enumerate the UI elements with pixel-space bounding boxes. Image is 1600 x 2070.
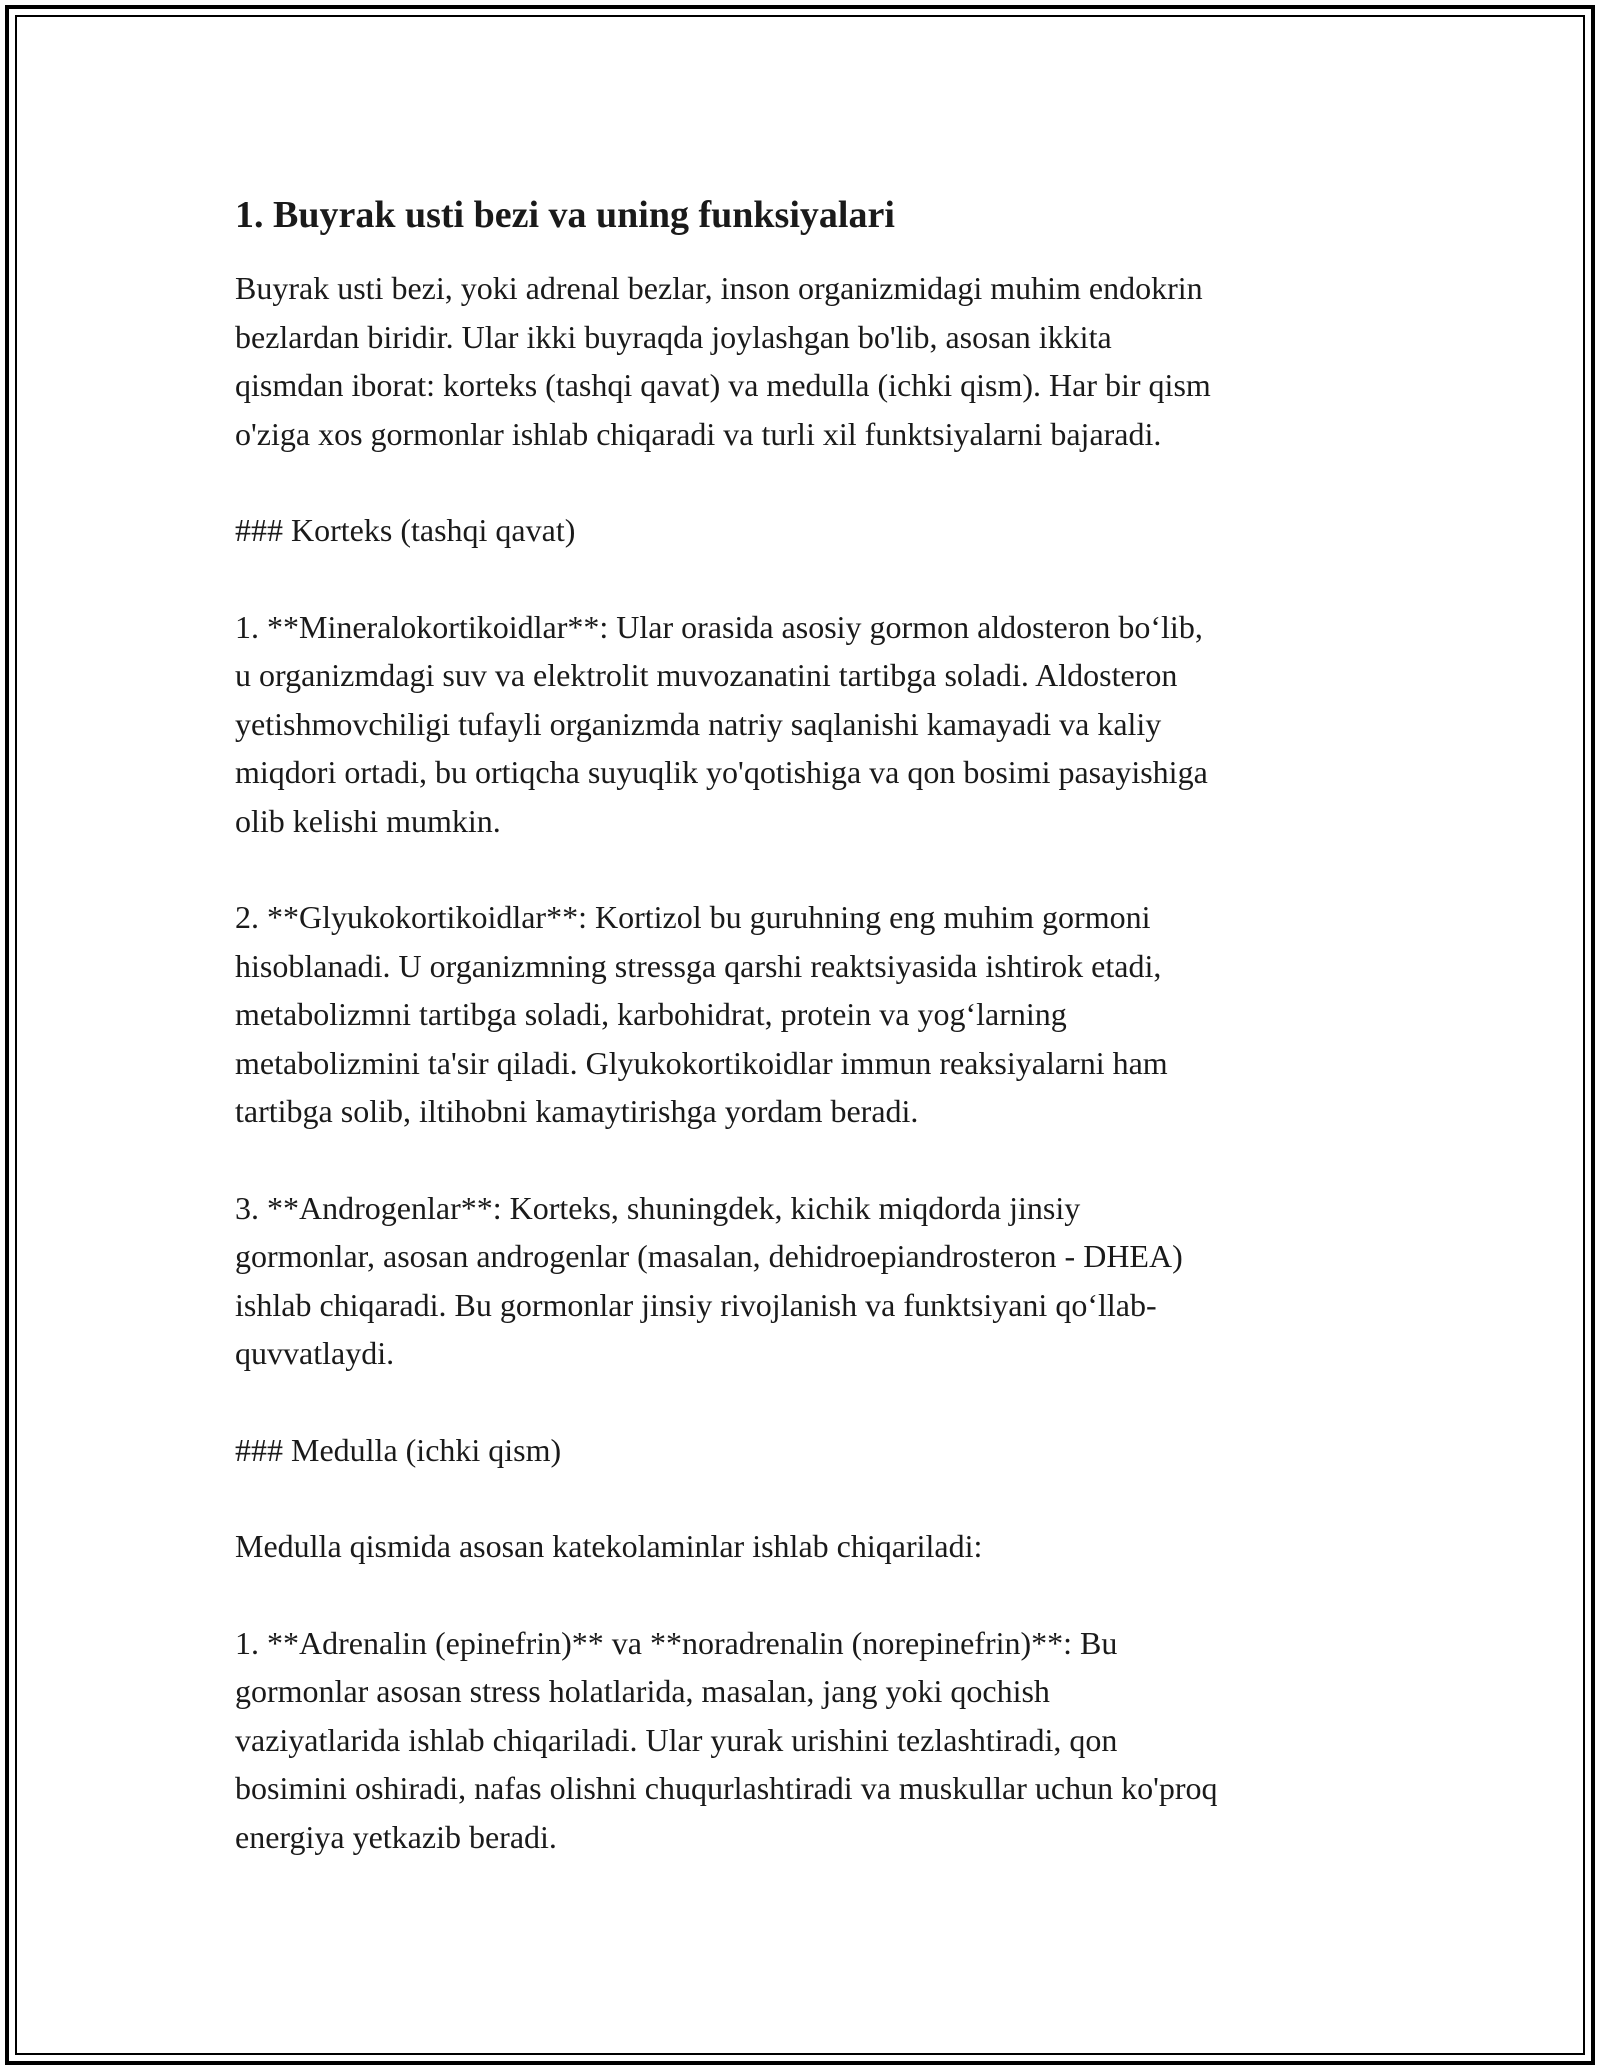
paragraph-medulla-intro: Medulla qismida asosan katekolaminlar ishlab chiqariladi:: [235, 1528, 983, 1564]
paragraph-intro: Buyrak usti bezi, yoki adrenal bezlar, inson organizmidagi muhim endokrin bezlardan biridir. Ular ikki buyraqda joylashgan bo'lib, asosan ikkita qismdan iborat: korteks (tashqi qavat) va medulla (ichki qism). Har bir qism o'ziga xos gormonlar ishlab chiqaradi va turli xil funktsiyalarni bajaradi.: [235, 270, 1211, 452]
paragraph-androgenlar: 3. **Androgenlar**: Korteks, shuningdek, kichik miqdorda jinsiy gormonlar, asosan androgenlar (masalan, dehidroepiandrosteron - DHEA) ishlab chiqaradi. Bu gormonlar jinsiy rivojlanish va funktsiyani qo‘llab- quvvatlaydi.: [235, 1189, 1183, 1371]
document-body: [235, 186, 1385, 1909]
paragraph-adrenalin: 1. **Adrenalin (epinefrin)** va **noradrenalin (norepinefrin)**: Bu gormonlar asosan stress holatlarida, masalan, jang yoki qochish vaziyatlarida ishlab chiqariladi. Ular yurak urishini tezlashtiradi, qon bosimini oshiradi, nafas olishni chuqurlashtiradi va muskullar uchun ko'proq energiya yetkazib beradi.: [235, 1624, 1218, 1855]
section-heading-medulla: ### Medulla (ichki qism): [235, 1431, 562, 1468]
section-heading-korteks: ### Korteks (tashqi qavat): [235, 512, 576, 548]
paragraph-glyukokortikoidlar: 2. **Glyukokortikoidlar**: Kortizol bu guruhning eng muhim gormoni hisoblanadi. U organizmning stressga qarshi reaktsiyasida ishtirok etadi, metabolizmni tartibga soladi, karbohidrat, protein va yog‘larning metabolizmini ta'sir qiladi. Glyukokortikoidlar immun reaksiyalarni ham tartibga solib, iltihobni kamaytirishga yordam beradi.: [235, 899, 1168, 1129]
document-heading: 1. Buyrak usti bezi va uning funksiyalari: [235, 194, 895, 236]
paragraph-mineralokortikoidlar: 1. **Mineralokortikoidlar**: Ular orasida asosiy gormon aldosteron bo‘lib, u organizmdagi suv va elektrolit muvozanatini tartibga soladi. Aldosteron yetishmovchiligi tufayli organizmda natriy saqlanishi kamayadi va kaliy miqdori ortadi, bu ortiqcha suyuqlik yo'qotishiga va qon bosimi pasayishiga olib kelishi mumkin.: [235, 608, 1208, 839]
